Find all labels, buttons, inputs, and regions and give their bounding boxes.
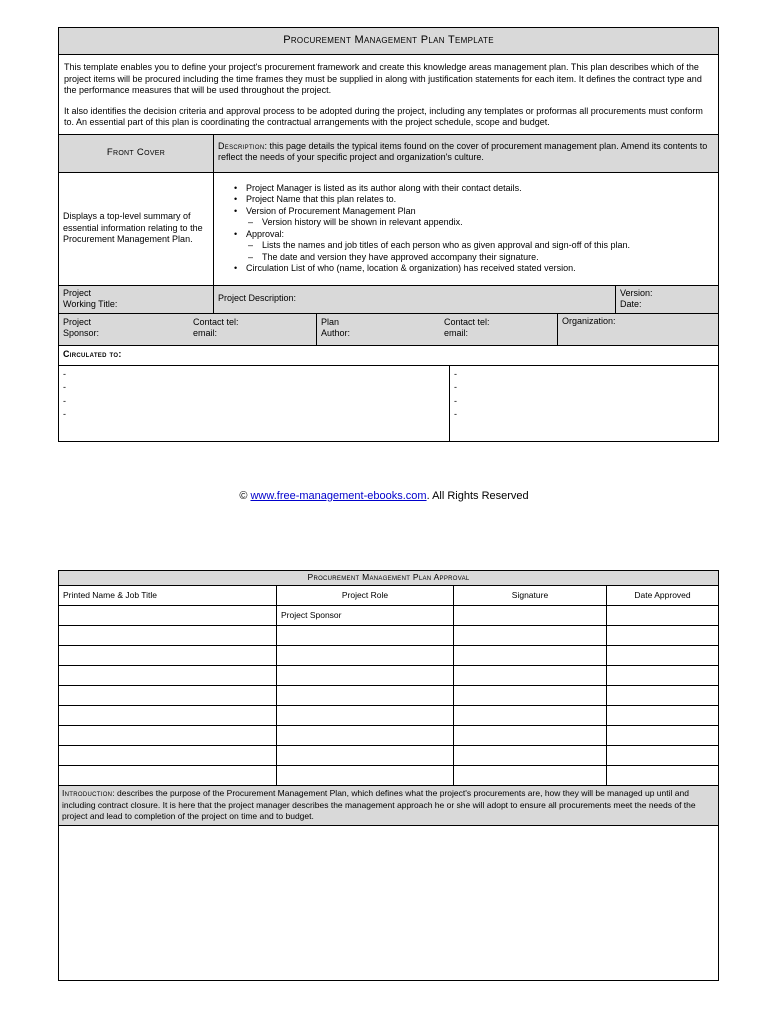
- author-contact-label: Contact tel: email:: [444, 316, 490, 338]
- table-row: [59, 646, 719, 666]
- signature-cell[interactable]: [454, 666, 607, 686]
- description-text: : this page details the typical items found on the cover of procurement management plan. Amend its contents to reflect the needs of your specific project and organization's culture.: [218, 140, 708, 162]
- bullet-item: • Circulation List of who (name, location & organization) has received stated version.: [246, 263, 714, 275]
- role-cell[interactable]: Project Sponsor: [277, 606, 454, 626]
- signature-cell[interactable]: [454, 726, 607, 746]
- role-cell[interactable]: [277, 726, 454, 746]
- project-working-title-field: Project Working Title:: [59, 285, 214, 313]
- date-cell[interactable]: [607, 726, 719, 746]
- signature-cell[interactable]: [454, 606, 607, 626]
- signature-cell[interactable]: [454, 746, 607, 766]
- project-description-field: Project Description:: [214, 285, 616, 313]
- cover-items-list: [214, 172, 719, 285]
- circulation-entry: -: [454, 409, 457, 419]
- sub-bullet-item: – Lists the names and job titles of each person who as given approval and sign-off of this plan.: [262, 240, 714, 252]
- role-cell[interactable]: [277, 706, 454, 726]
- table-row: [59, 746, 719, 766]
- bullet-item: • Version of Procurement Management Plan – Version history will be shown in relevant appendix.: [246, 206, 714, 229]
- table-row: [59, 686, 719, 706]
- circulation-entry: -: [63, 382, 66, 392]
- version-date-field: Version: Date:: [616, 285, 719, 313]
- circulation-entry: -: [63, 395, 66, 406]
- bullet-item: • Project Manager is listed as its author along with their contact details.: [246, 183, 714, 195]
- intro-paragraph-1: This template enables you to define your project's procurement framework and create this knowledge areas management plan. This plan describes which of the project items will be procured including the time frames they must be supplied in along with justification statements for each item. It defines the contract type and the performance measures that will be used throughout the project.: [64, 62, 702, 95]
- role-cell[interactable]: [277, 666, 454, 686]
- circulation-entry: -: [63, 368, 66, 379]
- role-cell[interactable]: [277, 686, 454, 706]
- procurement-template-table: [58, 27, 719, 442]
- table-row: [59, 666, 719, 686]
- date-cell[interactable]: [607, 766, 719, 786]
- signature-cell[interactable]: [454, 646, 607, 666]
- circulation-entry: -: [454, 382, 457, 392]
- front-cover-description: [214, 134, 719, 172]
- date-cell[interactable]: [607, 686, 719, 706]
- copyright-symbol: ©: [239, 490, 248, 502]
- bullet-item: • Approval: – Lists the names and job titles of each person who as given approval and sign-off of this plan. – The date and version they have approved accompany their signature.: [246, 229, 714, 264]
- table-row: [59, 606, 719, 626]
- signature-cell[interactable]: [454, 686, 607, 706]
- date-cell[interactable]: [607, 606, 719, 626]
- organization-field: Organization:: [558, 313, 719, 345]
- column-header-role: Project Role: [277, 586, 454, 606]
- name-cell[interactable]: [59, 706, 277, 726]
- name-cell[interactable]: [59, 686, 277, 706]
- circulation-list-left: [59, 365, 450, 441]
- website-link[interactable]: www.free-management-ebooks.com: [250, 490, 427, 502]
- front-cover-label: Front Cover: [59, 134, 214, 172]
- circulated-to-label: Circulated to:: [59, 345, 719, 365]
- column-header-signature: Signature: [454, 586, 607, 606]
- circulation-entry: -: [63, 409, 66, 419]
- rights-reserved-text: . All Rights Reserved: [426, 490, 529, 502]
- project-sponsor-field: [59, 313, 317, 345]
- table-row: [59, 766, 719, 786]
- column-header-date: Date Approved: [607, 586, 719, 606]
- signature-cell[interactable]: [454, 626, 607, 646]
- date-cell[interactable]: [607, 666, 719, 686]
- name-cell[interactable]: [59, 766, 277, 786]
- template-title: Procurement Management Plan Template: [59, 28, 719, 55]
- name-cell[interactable]: [59, 626, 277, 646]
- name-cell[interactable]: [59, 646, 277, 666]
- sponsor-contact-label: Contact tel: email:: [193, 316, 239, 338]
- table-row: [59, 726, 719, 746]
- template-intro: [59, 55, 719, 135]
- signature-cell[interactable]: [454, 766, 607, 786]
- plan-author-field: [317, 313, 558, 345]
- sub-bullet-item: – The date and version they have approved accompany their signature.: [262, 252, 714, 264]
- name-cell[interactable]: [59, 606, 277, 626]
- description-label: Description: [218, 140, 265, 151]
- approval-table: [58, 570, 719, 981]
- introduction-label: Introduction: [62, 788, 113, 798]
- name-cell[interactable]: [59, 746, 277, 766]
- plan-author-label: Plan Author:: [321, 316, 351, 338]
- date-cell[interactable]: [607, 626, 719, 646]
- role-cell[interactable]: [277, 746, 454, 766]
- name-cell[interactable]: [59, 726, 277, 746]
- summary-text: Displays a top-level summary of essential information relating to the Procurement Management Plan.: [59, 172, 214, 285]
- project-sponsor-label: Project Sponsor:: [63, 316, 100, 338]
- column-header-name: Printed Name & Job Title: [59, 586, 277, 606]
- bullet-item: • Project Name that this plan relates to.: [246, 194, 714, 206]
- date-cell[interactable]: [607, 706, 719, 726]
- role-cell[interactable]: [277, 626, 454, 646]
- intro-paragraph-2: It also identifies the decision criteria and approval process to be adopted during the project, including any templates or proformas all procurements must conform to. An essential part of this plan is coordinating the contractual arrangements with the project schedule, scope and budget.: [64, 105, 703, 127]
- role-cell[interactable]: [277, 766, 454, 786]
- copyright-footer: [0, 490, 768, 502]
- name-cell[interactable]: [59, 666, 277, 686]
- signature-cell[interactable]: [454, 706, 607, 726]
- circulation-list-right: [450, 365, 719, 441]
- introduction-text: : describes the purpose of the Procurement Management Plan, which defines what the project's procurements are, how they will be managed up until and including contract closure. It is here that the project manager describes the management approach he or she will adopt to ensure all procurements meet the needs of the project and lead to completion of the project on time and to budget.: [62, 788, 696, 821]
- role-cell[interactable]: [277, 646, 454, 666]
- sub-bullet-item: – Version history will be shown in relevant appendix.: [262, 217, 714, 229]
- date-cell[interactable]: [607, 646, 719, 666]
- table-row: [59, 626, 719, 646]
- approval-title: Procurement Management Plan Approval: [59, 571, 719, 586]
- introduction-description: [59, 786, 719, 826]
- introduction-content-area[interactable]: [59, 825, 719, 980]
- circulation-entry: -: [454, 368, 457, 379]
- circulation-entry: -: [454, 395, 457, 406]
- table-row: [59, 706, 719, 726]
- date-cell[interactable]: [607, 746, 719, 766]
